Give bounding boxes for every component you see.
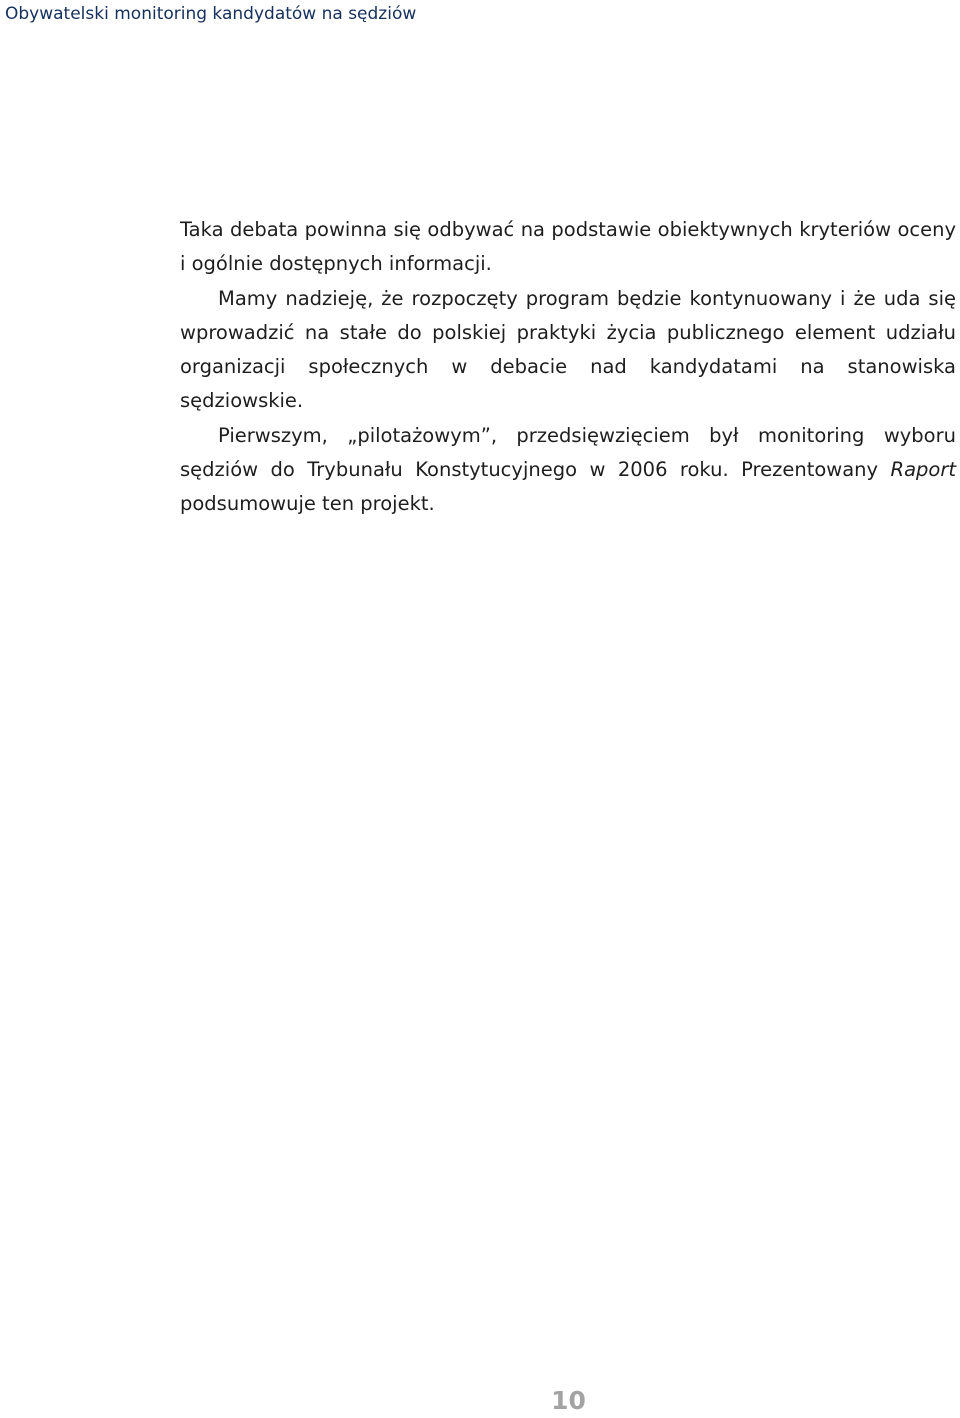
paragraph-3-text-start: Pierwszym, „pilotażowym”, przedsięwzięciem był monitoring wyboru sędziów do Trybunału Konstytucyjnego w 2006 roku. Prezentowany <box>180 423 956 482</box>
paragraph-1: Taka debata powinna się odbywać na podstawie obiektywnych kryteriów oceny i ogólnie dostępnych informacji. <box>180 218 956 276</box>
body-text <box>180 213 956 522</box>
page-number: 10 <box>551 1386 586 1415</box>
report-title-italic: Raport <box>890 458 956 482</box>
paragraph-2: Mamy nadzieję, że rozpoczęty program będzie kontynuowany i że uda się wprowadzić na stałe do polskiej praktyki życia publicznego element udziału organizacji społecznych w debacie nad kandydatami na stanowiska sędziowskie. <box>180 286 956 413</box>
running-header: Obywatelski monitoring kandydatów na sędziów <box>5 4 417 24</box>
paragraph-3 <box>180 419 956 522</box>
paragraph-3-text-end: podsumowuje ten projekt. <box>180 492 435 516</box>
